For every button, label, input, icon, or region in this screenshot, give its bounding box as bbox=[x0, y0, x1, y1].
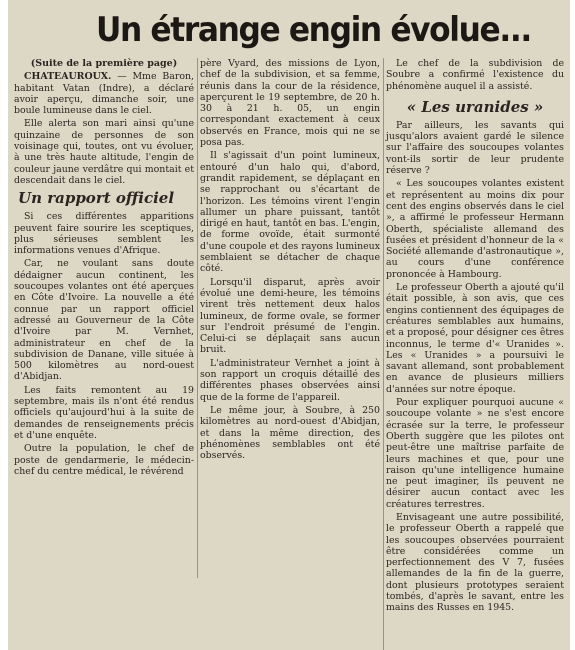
paragraph: Pour expliquer pourquoi aucune « soucoupe volante » ne s'est encore écrasée sur la terre, le professeur Oberth suggère que les pilotes ont peut-être une maîtrise parfaite de leurs machines et que, pour une raison qu'une intelligence humaine ne peut imaginer, ils peuvent ne désirer aucun contact avec les créatures terrestres. bbox=[386, 397, 564, 510]
column-rule-1 bbox=[197, 58, 198, 578]
subheading-les-uranides: « Les uranides » bbox=[406, 97, 544, 116]
paragraph: Outre la population, le chef de poste de gendarmerie, le médecin-chef du centre médical, le révérend bbox=[14, 443, 194, 477]
lead-paragraph bbox=[14, 71, 194, 116]
paragraph: Envisageant une autre possibilité, le professeur Oberth a rappelé que les soucoupes observées pourraient être considérées comme un perfectionnement des V 7, fusées allemandes de la fin de la guerre, dont plusieurs prototypes seraient tombés, d'après le savant, entre les mains des Russes en 1945. bbox=[386, 511, 564, 614]
paragraph: Le professeur Oberth a ajouté qu'il était possible, à son avis, que ces engins contiennent des équipages de créatures semblables aux humains, et a proposé, pour désigner ces êtres inconnus, le terme d'« Uranides ». Les « Uranides » a poursuivi le savant allemand, sont probablement en avance de plusieurs milliers d'années sur notre époque. bbox=[386, 282, 564, 395]
paragraph: Par ailleurs, les savants qui jusqu'alors avaient gardé le silence sur l'affaire des soucoupes volantes vont-ils sortir de leur prudente réserve ? bbox=[386, 119, 564, 177]
paragraph: Le chef de la subdivision de Soubre a confirmé l'existence du phénomène auquel il a assisté. bbox=[386, 58, 564, 92]
paragraph: Car, ne voulant sans doute dédaigner aucun continent, les soucoupes volantes ont été aperçues en Côte d'Ivoire. La nouvelle a été connue par un rapport officiel adressé au Gouverneur de la Côte d'Ivoire par M. Vernhet, administrateur en chef de la subdivision de Danane, ville située à 500 kilomètres au nord-ouest d'Abidjan. bbox=[14, 258, 194, 383]
paragraph: Elle alerta son mari ainsi qu'une quinzaine de personnes de son voisinage qui, toutes, ont vu évoluer, à une très haute altitude, l'engin de couleur jaune verdâtre qui montait et descendait dans le ciel. bbox=[14, 118, 194, 186]
paragraph: Il s'agissait d'un point lumineux, entouré d'un halo qui, d'abord, grandit rapidement, se déplaçant en se rapprochant ou s'écartant de l'horizon. Les témoins virent l'engin allumer un phare puissant, tantôt dirigé en haut, tantôt en bas. L'engin, de forme ovoïde, était surmonté d'une coupole et des rayons lumineux semblaient se détacher de chaque côté. bbox=[200, 150, 380, 275]
paragraph: Si ces différentes apparitions peuvent faire sourire les sceptiques, plus sérieuses semblent les informations venues d'Afrique. bbox=[14, 211, 194, 257]
paragraph: L'administrateur Vernhet a joint à son rapport un croquis détaillé des différentes phases observées ainsi que de la forme de l'appareil. bbox=[200, 357, 380, 403]
continued-kicker: (Suite de la première page) bbox=[30, 58, 178, 69]
paragraph: « Les soucoupes volantes existent et représentent au moins dix pour cent des engins observés dans le ciel », a affirmé le professeur Hermann Oberth, spécialiste allemand des fusées et président d'honneur de la « Société allemande d'astronautique », au cours d'une conférence prononcée à Hambourg. bbox=[386, 178, 564, 280]
paragraph: Lorsqu'il disparut, après avoir évolué une demi-heure, les témoins virent très nettement deux halos lumineux, de forme ovale, se former sur l'endroit présumé de l'engin. Celui-ci se déplaçait sans aucun bruit. bbox=[200, 276, 380, 356]
dateline: CHATEAUROUX. bbox=[24, 71, 112, 83]
paragraph: Les faits remontent au 19 septembre, mais ils n'ont été rendus officiels qu'aujourd'hui à la suite de demandes de renseignements précis et d'une enquête. bbox=[14, 384, 194, 441]
subheading-rapport-officiel: Un rapport officiel bbox=[18, 189, 175, 208]
article-column-2 bbox=[200, 58, 380, 463]
lead-text: — Mme Baron, habitant Vatan (Indre), a déclaré avoir aperçu, dimanche soir, une boule lumineuse dans le ciel. bbox=[14, 71, 194, 117]
article-column-1 bbox=[14, 58, 194, 479]
article-column-3 bbox=[386, 58, 564, 616]
paragraph: Le même jour, à Soubre, à 250 kilomètres au nord-ouest d'Abidjan, et dans la même direction, des phénomènes semblables ont été observés. bbox=[200, 404, 380, 462]
column-rule-2 bbox=[383, 58, 384, 650]
headline: Un étrange engin évolue... bbox=[96, 10, 531, 50]
paragraph: père Vyard, des missions de Lyon, chef de la subdivision, et sa femme, réunis dans la cour de la résidence, aperçurent le 19 septembre, de 20 h. 30 à 21 h. 05, un engin correspondant exactement à ceux observés en France, mois qui ne se posa pas. bbox=[200, 58, 380, 149]
